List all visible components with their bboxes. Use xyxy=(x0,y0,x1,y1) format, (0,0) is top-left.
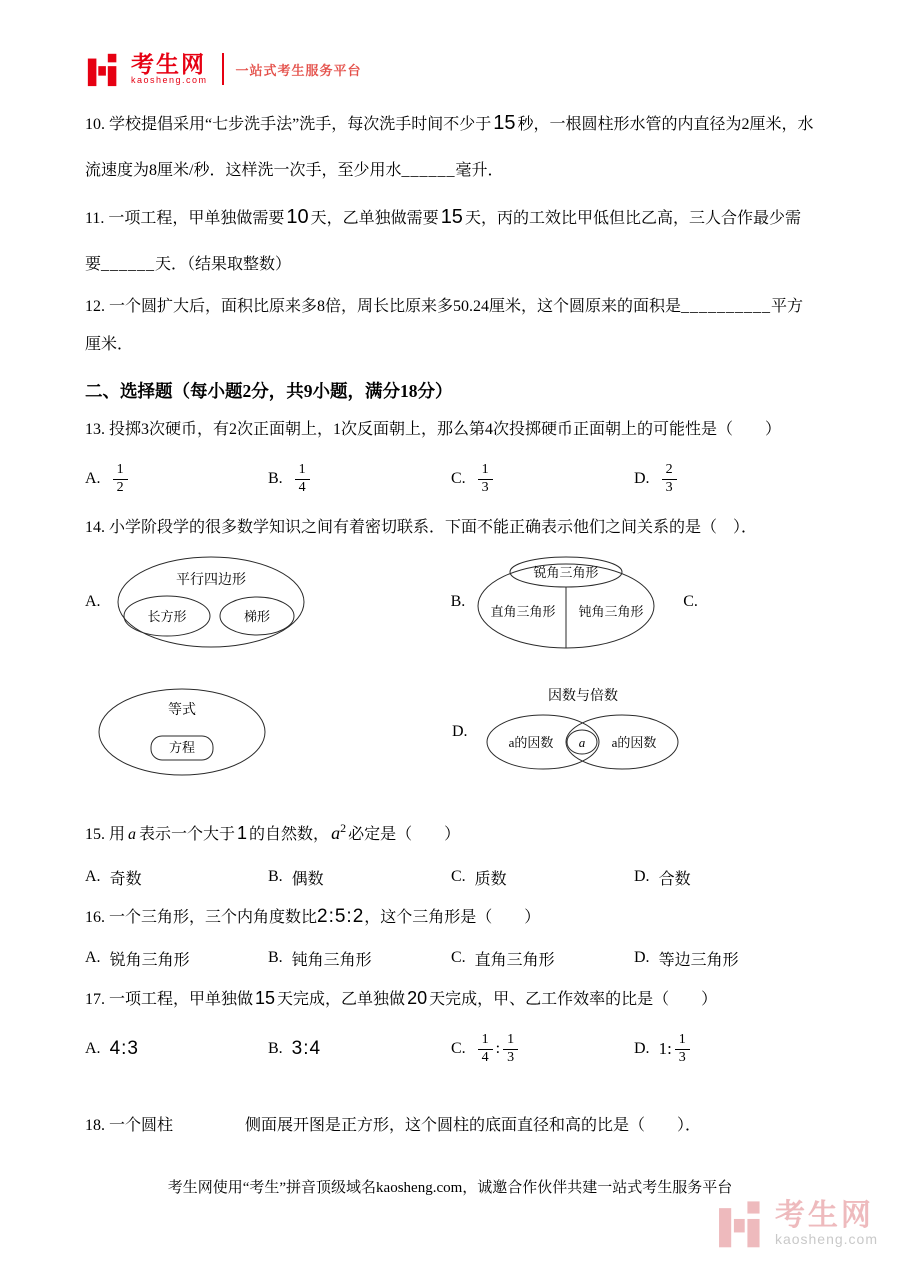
diagram-a-outer-label: 平行四边形 xyxy=(175,573,246,588)
fraction-denominator: 3 xyxy=(507,1049,515,1065)
fraction-numerator: 1 xyxy=(675,1032,690,1049)
option-label: A. xyxy=(85,868,101,885)
q11-answer-blank: ______ xyxy=(101,256,156,273)
fraction xyxy=(478,462,493,495)
q17-option-b xyxy=(268,1038,451,1060)
formula-exponent: 2 xyxy=(340,821,347,835)
option-label: A. xyxy=(85,1040,101,1057)
q12-answer-blank: __________ xyxy=(681,298,772,315)
q11-text-4: 天．（结果取整数） xyxy=(155,256,292,273)
venn-diagram-equation xyxy=(95,686,270,778)
option-label: D. xyxy=(634,470,650,487)
q17-options xyxy=(85,1022,815,1076)
option-label: A. xyxy=(85,470,101,487)
watermark-text xyxy=(775,1199,878,1247)
fraction xyxy=(113,462,128,495)
question-15-stem xyxy=(85,806,815,857)
q16-option-d xyxy=(634,947,739,970)
diagram-a-right-label: 梯形 xyxy=(243,609,270,624)
q17-number-20: 20 xyxy=(407,988,428,1008)
logo-domain: kaosheng.com xyxy=(131,75,208,86)
q18-text-2: 侧面展开图是正方形，这个圆柱的底面直径和高的比是（ ）． xyxy=(245,1117,702,1134)
option-text: 等边三角形 xyxy=(658,951,739,969)
fraction xyxy=(675,1032,690,1065)
q14-option-c-label: C. xyxy=(683,593,698,610)
fraction-numerator: 1 xyxy=(503,1032,518,1049)
q16-option-a xyxy=(85,947,268,970)
q15-options xyxy=(85,857,815,897)
q15-option-d xyxy=(634,866,691,889)
q11-text-3: 天，丙的工效比甲低但比乙高，三人合作最少需要 xyxy=(85,210,801,273)
q10-text-3: 毫升． xyxy=(455,162,504,179)
q17-option-d xyxy=(634,1032,693,1065)
fraction xyxy=(478,1032,493,1065)
option-label: A. xyxy=(85,949,101,966)
diagram-b-right-label: 钝角三角形 xyxy=(578,604,644,619)
venn-diagram-triangles xyxy=(475,554,657,650)
fraction-numerator: 1 xyxy=(295,462,310,479)
option-text: 奇数 xyxy=(109,870,142,888)
option-text: 锐角三角形 xyxy=(109,951,190,969)
question-11 xyxy=(85,194,815,288)
venn-diagram-factors xyxy=(480,686,685,778)
q11-number-15: 15 xyxy=(440,206,463,228)
option-prefix: 1: xyxy=(658,1039,672,1058)
ratio-colon: : xyxy=(495,1040,501,1057)
question-10 xyxy=(85,100,815,194)
diagram-d-title: 因数与倍数 xyxy=(547,689,618,704)
q15-text-1: 15. 用 xyxy=(85,826,126,843)
q11-text-1: 11. 一项工程，甲单独做需要 xyxy=(85,210,285,227)
outer-ellipse xyxy=(99,689,265,775)
logo-name: 考生网 xyxy=(131,51,206,78)
fraction-numerator: 2 xyxy=(662,462,677,479)
q10-number-15: 15 xyxy=(493,112,516,134)
option-text: 质数 xyxy=(474,870,507,888)
q14-option-a-label: A. xyxy=(85,593,101,610)
q15-option-a xyxy=(85,866,268,889)
option-text: 合数 xyxy=(658,870,691,888)
q11-number-10: 10 xyxy=(286,206,309,228)
q15-variable-a: a xyxy=(128,826,137,843)
q13-option-c xyxy=(451,462,634,495)
q17-option-c xyxy=(451,1032,634,1065)
section-2-title: 二、选择题（每小题2分，共9小题，满分18分） xyxy=(85,381,453,401)
fraction-numerator: 1 xyxy=(478,462,493,479)
option-label: B. xyxy=(268,470,283,487)
fraction-denominator: 2 xyxy=(116,479,124,495)
q17-option-a xyxy=(85,1038,268,1060)
question-12 xyxy=(85,288,815,364)
option-label: B. xyxy=(268,949,283,966)
fraction xyxy=(662,462,677,495)
question-18-stem xyxy=(85,1104,815,1148)
page-footer: 考生网使用“考生”拼音顶级域名kaosheng.com，诚邀合作伙伴共建一站式考生服务平台 xyxy=(167,1180,733,1196)
option-label: D. xyxy=(634,949,650,966)
q10-answer-blank: ______ xyxy=(401,162,456,179)
fraction-numerator: 1 xyxy=(478,1032,493,1049)
question-13-stem: 13. 投掷3次硬币，有2次正面朝上，1次反面朝上，那么第4次投掷硬币正面朝上的可能性是（ ） xyxy=(85,421,782,438)
fraction-denominator: 3 xyxy=(678,1049,686,1065)
fraction-denominator: 3 xyxy=(665,479,673,495)
brand-divider xyxy=(222,53,224,85)
brand-tagline: 一站式考生服务平台 xyxy=(235,62,362,78)
watermark-domain: kaosheng.com xyxy=(774,1230,878,1247)
q13-option-b xyxy=(268,462,451,495)
q17-number-15: 15 xyxy=(255,988,276,1008)
diagram-b-top-label: 锐角三角形 xyxy=(533,565,599,580)
q17-text-3: 天完成，甲、乙工作效率的比是（ ） xyxy=(429,991,718,1008)
diagram-c-outer-label: 等式 xyxy=(168,703,196,718)
q16-text-1: 16. 一个三角形，三个内角度数比 xyxy=(85,909,318,926)
option-label: C. xyxy=(451,470,466,487)
q10-text-1: 10. 学校提倡采用“七步洗手法”洗手，每次洗手时间不少于 xyxy=(85,116,492,133)
q16-text-2: ，这个三角形是（ ） xyxy=(364,909,541,926)
diagram-c-inner-label: 方程 xyxy=(168,740,196,755)
q15-text-3: 的自然数， xyxy=(249,826,330,843)
formula-base: a xyxy=(331,823,341,843)
kaosheng-watermark-icon xyxy=(715,1196,769,1250)
q12-text-1: 12. 一个圆扩大后，面积比原来多8倍，周长比原来多50.24厘米，这个圆原来的面积是 xyxy=(85,298,682,315)
option-label: B. xyxy=(268,1040,283,1057)
option-label: C. xyxy=(451,949,466,966)
q13-option-d xyxy=(634,462,680,495)
diagram-d-right-label: a的因数 xyxy=(611,735,656,750)
q14-diagram-row-1 xyxy=(85,554,815,650)
kaosheng-logo-icon xyxy=(85,50,123,88)
question-14-stem: 14. 小学阶段学的很多数学知识之间有着密切联系．下面不能正确表示他们之间关系的是（ ）． xyxy=(85,519,758,536)
q16-options xyxy=(85,938,815,978)
q16-ratio: 2:5:2 xyxy=(317,906,365,927)
site-header xyxy=(85,50,362,88)
q16-option-b xyxy=(268,947,451,970)
fraction xyxy=(295,462,310,495)
fraction xyxy=(503,1032,518,1065)
logo-text xyxy=(131,52,208,86)
diagram-a-left-label: 长方形 xyxy=(147,609,187,624)
q18-text-1: 18. 一个圆柱 xyxy=(85,1117,174,1134)
q14-diagram-row-2 xyxy=(85,684,815,780)
q10-text-2: 秒，一根圆柱形水管的内直径为2厘米，水流速度为8厘米/秒．这样洗一次手，至少用水 xyxy=(85,116,814,179)
option-label: D. xyxy=(634,868,650,885)
option-ratio: 3:4 xyxy=(291,1038,322,1059)
watermark-name: 考生网 xyxy=(774,1198,874,1232)
option-label: D. xyxy=(634,1040,650,1057)
diagram-d-center-label: a xyxy=(578,735,585,750)
diagram-b-left-label: 直角三角形 xyxy=(490,604,556,619)
q15-text-2: 表示一个大于 xyxy=(139,826,236,843)
question-17-stem xyxy=(85,978,815,1020)
fraction-denominator: 4 xyxy=(298,479,306,495)
option-label: C. xyxy=(451,1040,466,1057)
q12-text-2: 平方厘米． xyxy=(85,298,804,353)
q15-text-4: 必定是（ ） xyxy=(348,826,461,843)
option-text: 直角三角形 xyxy=(474,951,555,969)
option-text: 偶数 xyxy=(291,870,324,888)
q11-text-2: 天，乙单独做需要 xyxy=(310,210,439,227)
q15-option-c xyxy=(451,866,634,889)
fraction-denominator: 3 xyxy=(481,479,489,495)
question-16-stem xyxy=(85,897,815,938)
q14-option-b-label: B. xyxy=(450,593,466,610)
q16-option-c xyxy=(451,947,634,970)
q13-options xyxy=(85,452,815,506)
q17-text-2: 天完成，乙单独做 xyxy=(277,991,406,1008)
fraction-denominator: 4 xyxy=(481,1049,489,1065)
q15-number-1: 1 xyxy=(237,823,248,843)
q13-option-a xyxy=(85,462,268,495)
kaosheng-watermark xyxy=(715,1196,878,1250)
q15-formula-a-squared xyxy=(329,823,348,843)
q14-option-d-label: D. xyxy=(452,723,468,740)
option-label: C. xyxy=(451,868,466,885)
diagram-d-left-label: a的因数 xyxy=(508,735,553,750)
option-text: 钝角三角形 xyxy=(291,951,372,969)
option-ratio: 4:3 xyxy=(109,1038,139,1059)
q15-option-b xyxy=(268,866,451,889)
venn-diagram-parallelogram xyxy=(111,554,311,650)
q17-text-1: 17. 一项工程，甲单独做 xyxy=(85,991,254,1008)
fraction-numerator: 1 xyxy=(113,462,128,479)
option-label: B. xyxy=(268,868,283,885)
